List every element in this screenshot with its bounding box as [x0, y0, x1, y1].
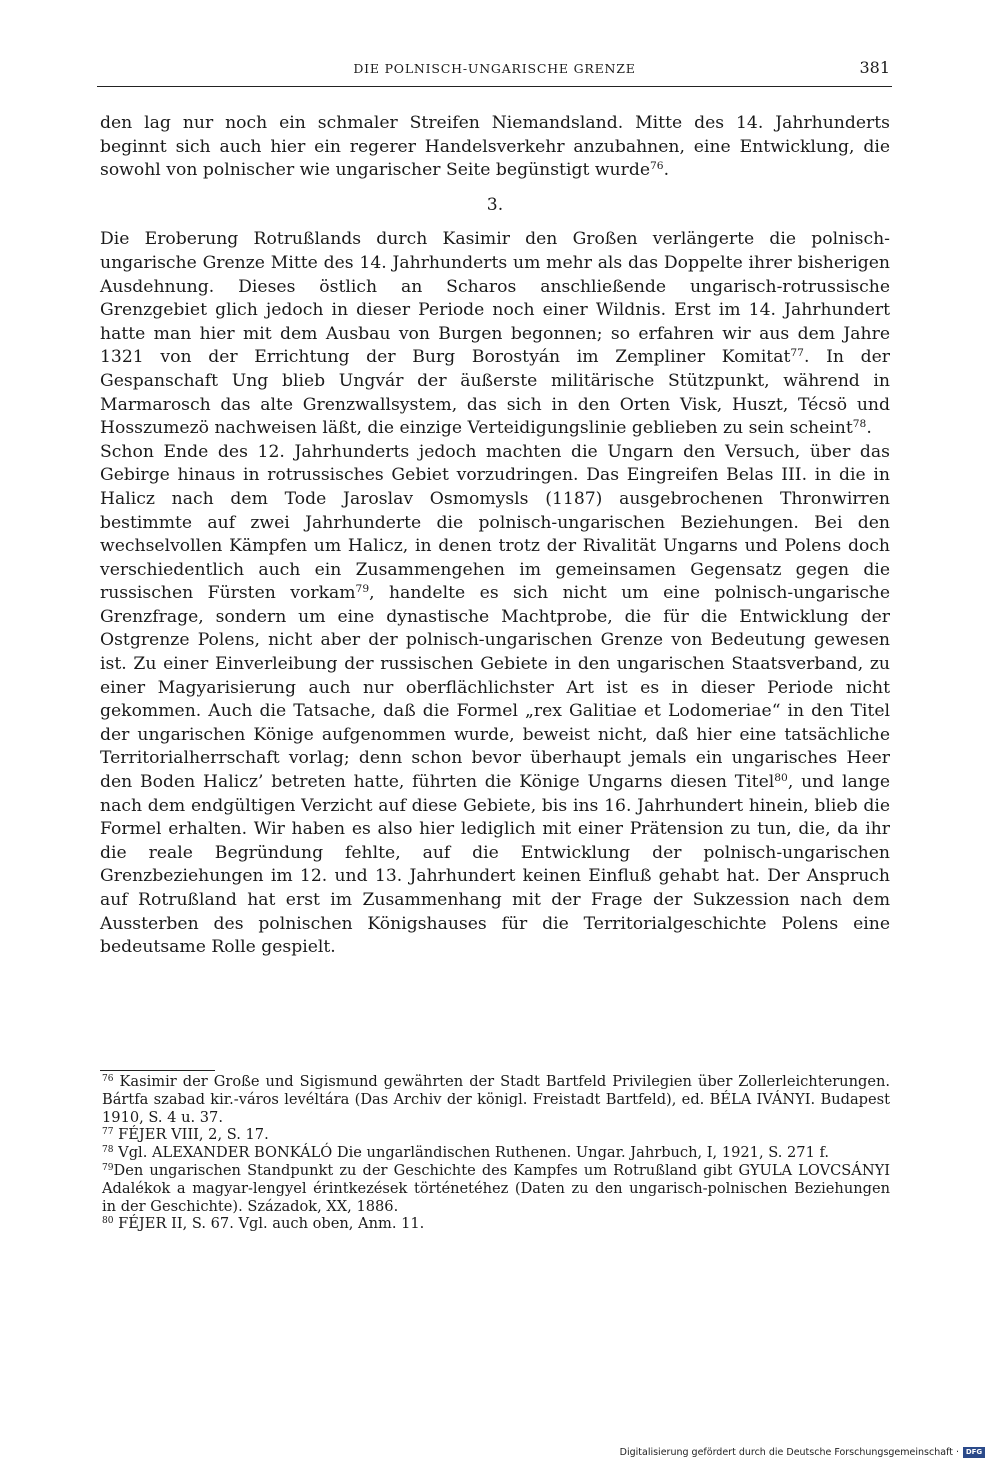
running-title: DIE POLNISCH-UNGARISCHE GRENZE	[353, 61, 636, 76]
footnote-ref-77[interactable]: 77	[790, 346, 804, 360]
footnote-ref-79[interactable]: 79	[355, 582, 370, 596]
running-header	[97, 58, 892, 87]
dfg-logo-icon: DFG	[963, 1447, 985, 1458]
footnote-ref-78[interactable]: 78	[852, 417, 867, 431]
credit-text: Digitalisierung gefördert durch die Deutsche Forschungsgemeinschaft ·	[619, 1447, 959, 1458]
footnotes	[102, 1073, 890, 1233]
footnote-78: $^{78}$ Vgl. ALEXANDER BONKÁLÓ Die ungarländischen Ruthenen. Ungar. Jahrbuch, I, 1921, S. 271 f.	[102, 1144, 830, 1162]
paragraph-continued: den lag nur noch ein schmaler Streifen Niemandsland. Mitte des 14. Jahrhunderts beginnt sich auch hier ein regerer Handelsverkehr anzubahnen, eine Entwicklung, die sowohl von polnischer wie ungarischer Seite begünstigt wurde$^{76}$.	[100, 113, 890, 181]
main-text	[100, 112, 890, 960]
footnote-ref-76[interactable]: 76	[650, 159, 664, 173]
section-number: 3.	[486, 194, 504, 215]
page-number: 381	[859, 58, 890, 77]
footnote-ref-80[interactable]: 80	[774, 771, 788, 785]
paragraph-halicz: Schon Ende des 12. Jahrhunderts jedoch machten die Ungarn den Versuch, über das Gebirge hinaus in rotrussisches Gebiet vorzudringen. Das Eingreifen Belas III. in die in Halicz nach dem Tode Jaroslav Osmomysls (1187) ausgebrochenen Thronwirren bestimmte auf zwei Jahrhunderte die polnisch-ungarischen Beziehungen. Bei den wechselvollen Kämpfen um Halicz, in denen trotz der Rivalität Ungarns und Polens doch verschiedentlich auch ein Zusammengehen im gemeinsamen Gegensatz gegen die russischen Fürsten vorkam$^{79}$, handelte es sich nicht um eine polnisch-ungarische Grenzfrage, sondern um eine dynastische Machtprobe, die für die Entwicklung der Ostgrenze Polens, nicht aber der polnisch-ungarischen Grenze von Bedeutung gewesen ist. Zu einer Einverleibung der russischen Gebiete in den ungarischen Staatsverband, zu einer Magyarisierung auch nur oberflächlichster Art ist es in dieser Periode nicht gekommen. Auch die Tatsache, daß die Formel „rex Galitiae et Lodomeriae“ in den Titel der ungarischen Könige aufgenommen wurde, beweist nicht, daß hier eine tatsächliche Territorialherrschaft vorlag; denn schon bevor überhaupt jemals ein ungarisches Heer den Boden Halicz’ betreten hatte, führten die Könige Ungarns diesen Titel$^{80}$, und lange nach dem endgültigen Verzicht auf diese Gebiete, bis ins 16. Jahrhundert hinein, blieb die Formel erhalten. Wir haben es also hier lediglich mit einer Prätension zu tun, die, da ihr die reale Begründung fehlte, auf die Entwicklung der polnisch-ungarischen Grenzbeziehungen im 12. und 13. Jahrhundert keinen Einfluß gehabt hat. Der Anspruch auf Rotrußland hat erst im Zusammenhang mit der Frage der Sukzession nach dem Aussterben des polnischen Königshauses für die Territorialgeschichte Polens eine bedeutsame Rolle gespielt.	[100, 441, 890, 958]
footnote-77: $^{77}$ FÉJER VIII, 2, S. 17.	[102, 1126, 269, 1144]
digitization-credit	[620, 1447, 985, 1458]
footnote-80: $^{80}$ FÉJER II, S. 67. Vgl. auch oben, Anm. 11.	[102, 1215, 425, 1233]
footnote-76: $^{76}$ Kasimir der Große und Sigismund gewährten der Stadt Bartfeld Privilegien über Zollerleichterungen. Bártfa szabad kir.-város levéltára (Das Archiv der königl. Freistadt Bartfeld), ed. BÉLA IVÁNYI. Budapest 1910, S. 4 u. 37.	[102, 1073, 890, 1126]
footnote-79: $^{79}$Den ungarischen Standpunkt zu der Geschichte des Kampfes um Rotrußland gibt GYULA LOVCSÁNYI Adalékok a magyar-lengyel érintkezések történetéhez (Daten zu den ungarisch-polnischen Beziehungen in der Geschichte). Századok, XX, 1886.	[102, 1161, 890, 1215]
paragraph-eroberung: Die Eroberung Rotrußlands durch Kasimir den Großen verlängerte die polnisch-ungarische Grenze Mitte des 14. Jahrhunderts um mehr als das Doppelte ihrer bisherigen Ausdehnung. Dieses östlich an Scharos anschließende ungarisch-rotrussische Grenzgebiet glich jedoch in dieser Periode noch einer Wildnis. Erst im 14. Jahrhundert hatte man hier mit dem Ausbau von Burgen begonnen; so erfahren wir aus dem Jahre 1321 von der Errichtung der Burg Borostyán im Zempliner Komitat$^{77}$. In der Gespanschaft Ung blieb Ungvár der äußerste militärische Stützpunkt, während in Marmarosch das alte Grenzwallsystem, das sich in den Orten Visk, Huszt, Técsö und Hosszumezö nachweisen läßt, die einzige Verteidigungslinie geblieben zu sein scheint$^{78}$.	[100, 229, 890, 439]
footnote-divider	[100, 1070, 215, 1071]
